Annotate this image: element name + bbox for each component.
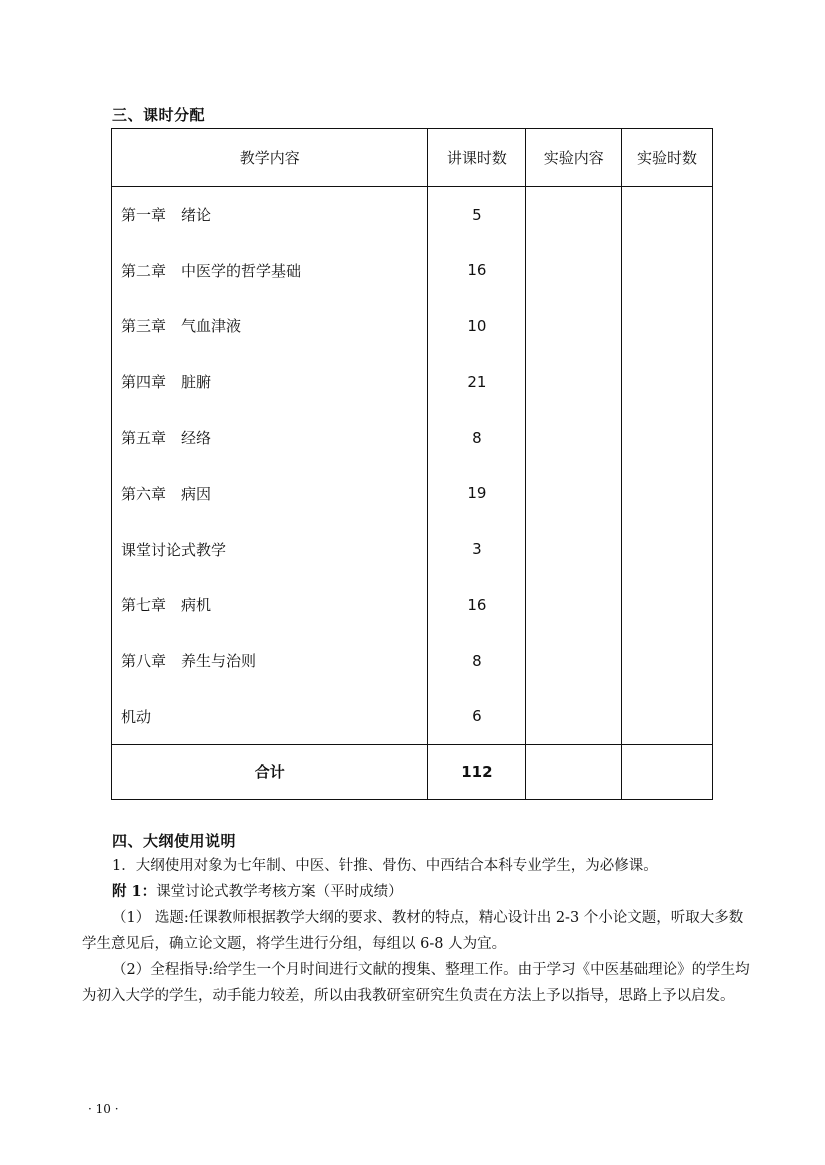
cell-lab-hours xyxy=(622,298,713,354)
cell-teaching-content: 机动 xyxy=(112,689,428,745)
cell-lab-hours xyxy=(622,521,713,577)
cell-teaching-content: 第六章 病因 xyxy=(112,465,428,521)
table-row xyxy=(112,633,713,689)
cell-lab-hours xyxy=(622,187,713,243)
table-row xyxy=(112,354,713,410)
cell-teaching-content: 第五章 经络 xyxy=(112,410,428,466)
cell-lab-content xyxy=(526,577,622,633)
table-row xyxy=(112,298,713,354)
cell-lab-content xyxy=(526,187,622,243)
cell-lecture-hours: 16 xyxy=(428,242,526,298)
table-row xyxy=(112,465,713,521)
cell-lab-content xyxy=(526,242,622,298)
cell-teaching-content: 第四章 脏腑 xyxy=(112,354,428,410)
cell-lab-content xyxy=(526,298,622,354)
paragraph-appendix-1 xyxy=(82,879,752,905)
cell-lab-hours xyxy=(622,577,713,633)
section-title-usage-notes: 四、大纲使用说明 xyxy=(112,832,237,850)
cell-teaching-content: 第二章 中医学的哲学基础 xyxy=(112,242,428,298)
table-row xyxy=(112,410,713,466)
header-lab-content: 实验内容 xyxy=(526,129,622,187)
appendix-title: 课堂讨论式教学考核方案（平时成绩） xyxy=(156,884,403,900)
cell-lab-content xyxy=(526,633,622,689)
paragraph-topic-selection: （1） 选题:任课教师根据教学大纲的要求、教材的特点，精心设计出 2-3 个小论文题，听取大多数学生意见后，确立论文题，将学生进行分组，每组以 6-8 人为宜。 xyxy=(82,910,744,952)
table-row xyxy=(112,577,713,633)
table-row xyxy=(112,242,713,298)
cell-lab-content xyxy=(526,465,622,521)
total-lecture-hours: 112 xyxy=(428,744,526,799)
header-lab-hours: 实验时数 xyxy=(622,129,713,187)
cell-lecture-hours: 21 xyxy=(428,354,526,410)
cell-lab-hours xyxy=(622,410,713,466)
cell-teaching-content: 第三章 气血津液 xyxy=(112,298,428,354)
cell-teaching-content: 课堂讨论式教学 xyxy=(112,521,428,577)
header-lecture-hours: 讲课时数 xyxy=(428,129,526,187)
page-number: · 10 · xyxy=(88,1102,119,1116)
cell-lecture-hours: 16 xyxy=(428,577,526,633)
cell-lecture-hours: 8 xyxy=(428,410,526,466)
cell-lab-content xyxy=(526,689,622,745)
total-lab-hours xyxy=(622,744,713,799)
total-label: 合计 xyxy=(112,744,428,799)
table-total-row xyxy=(112,744,713,799)
table-row xyxy=(112,521,713,577)
total-lab-content xyxy=(526,744,622,799)
cell-lab-content xyxy=(526,354,622,410)
table-header-row xyxy=(112,129,713,187)
cell-lecture-hours: 19 xyxy=(428,465,526,521)
cell-lecture-hours: 10 xyxy=(428,298,526,354)
table-row xyxy=(112,689,713,745)
cell-lab-content xyxy=(526,521,622,577)
cell-lab-hours xyxy=(622,465,713,521)
header-teaching-content: 教学内容 xyxy=(112,129,428,187)
paragraph-full-guidance: （2）全程指导:给学生一个月时间进行文献的搜集、整理工作。由于学习《中医基础理论》的学生均为初入大学的学生，动手能力较差，所以由我教研室研究生负责在方法上予以指导，思路上予以启发。 xyxy=(82,962,750,1004)
paragraph-target-students: 1．大纲使用对象为七年制、中医、针推、骨伤、中西结合本科专业学生，为必修课。 xyxy=(112,858,658,874)
cell-lecture-hours: 3 xyxy=(428,521,526,577)
cell-lecture-hours: 8 xyxy=(428,633,526,689)
cell-lab-hours xyxy=(622,633,713,689)
cell-teaching-content: 第七章 病机 xyxy=(112,577,428,633)
cell-lecture-hours: 5 xyxy=(428,187,526,243)
class-hours-table xyxy=(111,128,713,800)
appendix-label: 附 1： xyxy=(112,883,157,900)
cell-lab-hours xyxy=(622,242,713,298)
section-title-hours-allocation: 三、课时分配 xyxy=(112,106,206,124)
cell-lab-hours xyxy=(622,354,713,410)
cell-lab-hours xyxy=(622,689,713,745)
cell-lab-content xyxy=(526,410,622,466)
cell-teaching-content: 第一章 绪论 xyxy=(112,187,428,243)
table-row xyxy=(112,187,713,243)
cell-teaching-content: 第八章 养生与治则 xyxy=(112,633,428,689)
cell-lecture-hours: 6 xyxy=(428,689,526,745)
